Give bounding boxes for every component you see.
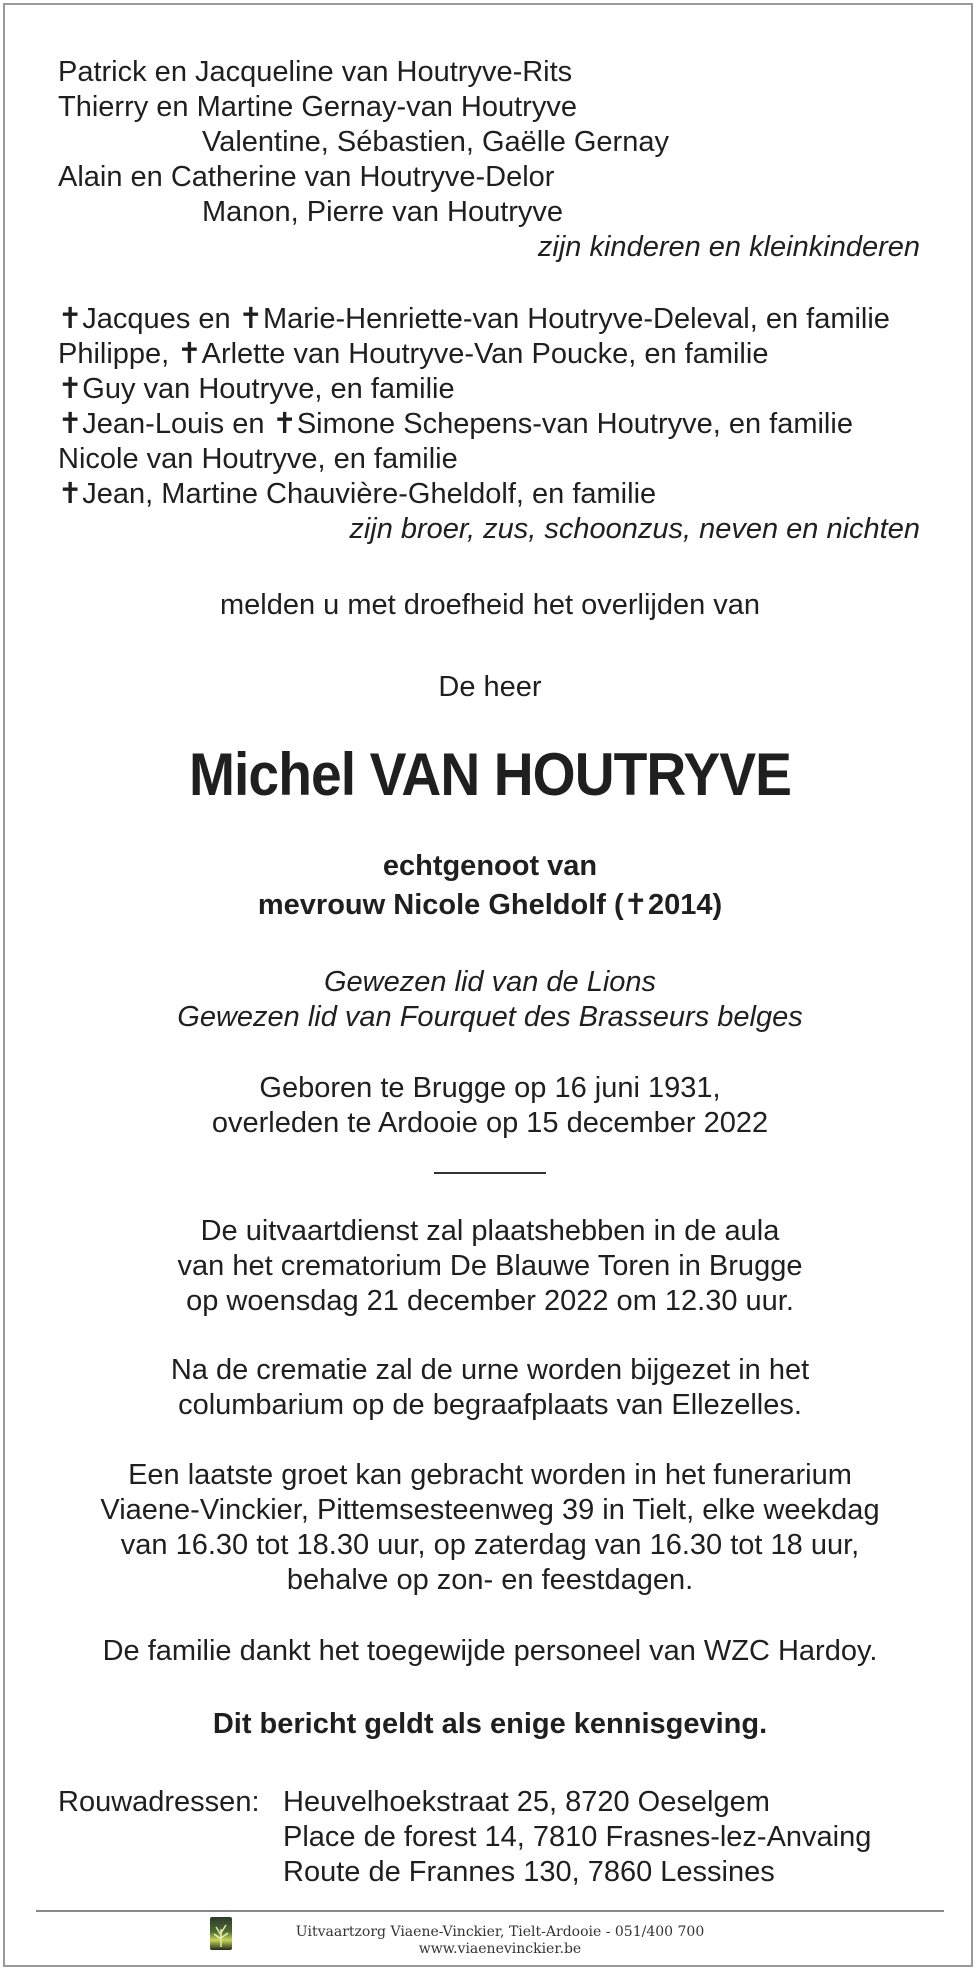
sibling-line: Nicole van Houtryve, en familie — [58, 443, 458, 475]
cremation-line: Na de crematie zal de urne worden bijgezet in het — [170, 1354, 810, 1386]
address-line: Route de Frannes 130, 7860 Lessines — [283, 1856, 775, 1888]
footer-divider — [36, 1910, 944, 1912]
siblings-caption: zijn broer, zus, schoonzus, neven en nichten — [349, 513, 920, 545]
service-line: van het crematorium De Blauwe Toren in Brugge — [177, 1250, 803, 1282]
membership-line: Gewezen lid van Fourquet des Brasseurs belges — [177, 1001, 803, 1033]
sibling-line: ✝Jean, Martine Chauvière-Gheldolf, en familie — [58, 478, 657, 510]
funeral-home-logo-icon — [210, 1917, 232, 1950]
children-caption: zijn kinderen en kleinkinderen — [537, 231, 920, 263]
salutation: De heer — [438, 671, 542, 703]
announcement-text: melden u met droefheid het overlijden van — [219, 589, 761, 621]
address-line: Heuvelhoekstraat 25, 8720 Oeselgem — [283, 1786, 770, 1818]
grandchildren-line: Manon, Pierre van Houtryve — [202, 196, 564, 228]
sibling-line: ✝Jacques en ✝Marie-Henriette-van Houtryve-Deleval, en familie — [58, 303, 890, 335]
death-line: overleden te Ardooie op 15 december 2022 — [211, 1107, 769, 1139]
service-line: op woensdag 21 december 2022 om 12.30 uur. — [186, 1285, 794, 1317]
visitation-line: behalve op zon- en feestdagen. — [286, 1564, 694, 1596]
deceased-name: Michel VAN HOUTRYVE — [188, 741, 792, 808]
cremation-line: columbarium op de begraafplaats van Ellezelles. — [178, 1389, 802, 1421]
spouse-line: echtgenoot van — [382, 850, 598, 882]
grandchildren-line: Valentine, Sébastien, Gaëlle Gernay — [202, 126, 669, 158]
family-child-line: Patrick en Jacqueline van Houtryve-Rits — [58, 56, 573, 88]
visitation-line: van 16.30 tot 18.30 uur, op zaterdag van 16.30 tot 18 uur, — [120, 1529, 860, 1561]
family-child-line: Thierry en Martine Gernay-van Houtryve — [58, 91, 577, 123]
birth-line: Geboren te Brugge op 16 juni 1931, — [259, 1072, 721, 1104]
footer-website[interactable]: www.viaenevinckier.be — [418, 1941, 582, 1957]
service-line: De uitvaartdienst zal plaatshebben in de aula — [200, 1215, 780, 1247]
family-child-line: Alain en Catherine van Houtryve-Delor — [58, 161, 555, 193]
visitation-line: Viaene-Vinckier, Pittemsesteenweg 39 in Tielt, elke weekdag — [100, 1494, 880, 1526]
thanks-line: De familie dankt het toegewijde personeel van WZC Hardoy. — [102, 1635, 878, 1667]
footer-company: Uitvaartzorg Viaene-Vinckier, Tielt-Ardooie - 051/400 700 — [295, 1924, 705, 1940]
sibling-line: Philippe, ✝Arlette van Houtryve-Van Poucke, en familie — [58, 338, 769, 370]
divider — [434, 1172, 546, 1174]
sibling-line: ✝Guy van Houtryve, en familie — [58, 373, 455, 405]
address-line: Place de forest 14, 7810 Frasnes-lez-Anvaing — [283, 1821, 872, 1853]
notice-line: Dit bericht geldt als enige kennisgeving. — [212, 1708, 768, 1740]
sibling-line: ✝Jean-Louis en ✝Simone Schepens-van Houtryve, en familie — [58, 408, 853, 440]
visitation-line: Een laatste groet kan gebracht worden in het funerarium — [128, 1459, 852, 1491]
membership-line: Gewezen lid van de Lions — [323, 966, 657, 998]
spouse-line: mevrouw Nicole Gheldolf (✝2014) — [257, 889, 723, 921]
addresses-label: Rouwadressen: — [58, 1786, 260, 1818]
